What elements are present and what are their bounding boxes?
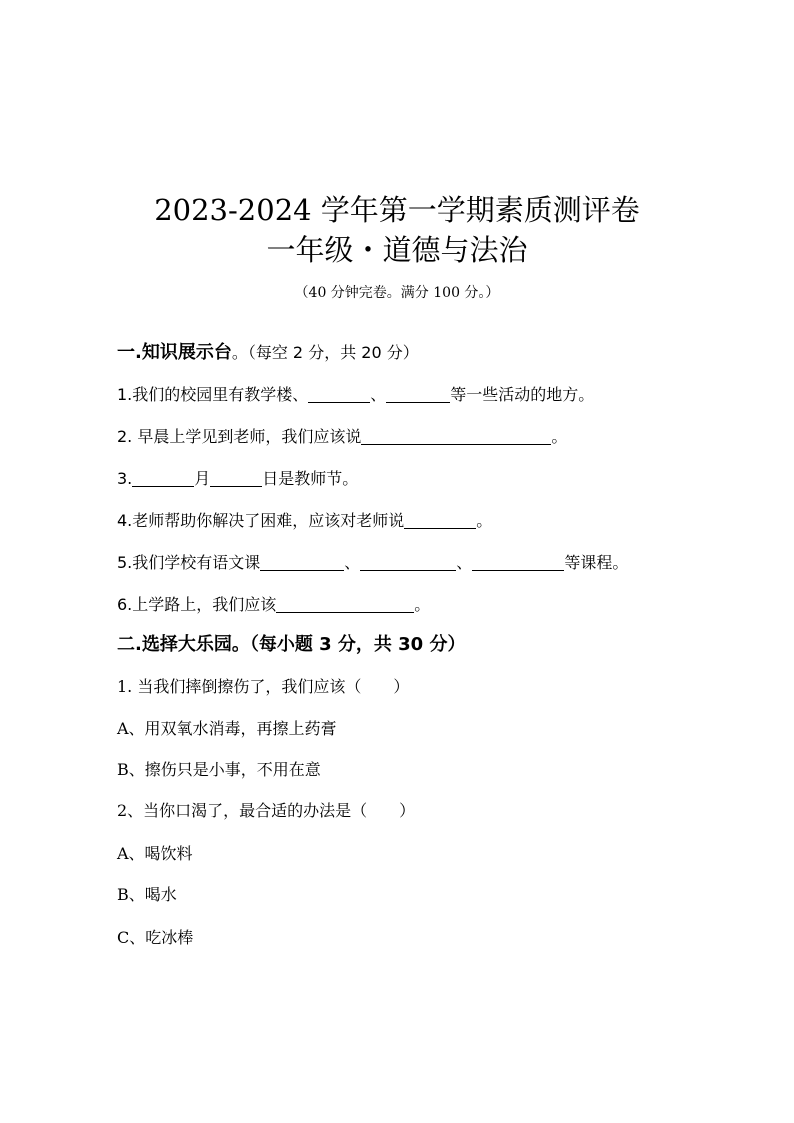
answer-blank[interactable] bbox=[404, 512, 476, 529]
answer-blank[interactable] bbox=[260, 554, 344, 571]
exam-subtitle: 一年级・道德与法治 bbox=[266, 233, 528, 267]
fill-question-4 bbox=[117, 510, 492, 532]
section2-heading: 二.选择大乐园。（每小题 3 分，共 30 分） bbox=[117, 634, 466, 655]
choice-option[interactable]: C、吃冰棒 bbox=[117, 928, 194, 947]
fill-question-1 bbox=[117, 384, 594, 406]
answer-blank[interactable] bbox=[276, 596, 414, 613]
question-text: 月 bbox=[194, 469, 211, 488]
fill-question-3 bbox=[117, 468, 358, 490]
answer-blank[interactable] bbox=[308, 386, 370, 403]
question-text: 1.我们的校园里有教学楼、 bbox=[117, 385, 309, 404]
answer-blank[interactable] bbox=[472, 554, 564, 571]
choice-question-2: 2、当你口渴了，最合适的办法是（ ） bbox=[117, 801, 416, 820]
answer-blank[interactable] bbox=[361, 428, 551, 445]
fill-question-6 bbox=[117, 594, 430, 616]
question-text: 2. 早晨上学见到老师，我们应该说 bbox=[117, 427, 362, 446]
question-text: 。 bbox=[414, 595, 431, 614]
section1-note: 。（每空 2 分，共 20 分） bbox=[231, 343, 419, 362]
answer-blank[interactable] bbox=[386, 386, 450, 403]
fill-question-5 bbox=[117, 552, 628, 574]
answer-blank[interactable] bbox=[210, 470, 262, 487]
section1-heading bbox=[117, 342, 419, 364]
separator: 、 bbox=[344, 553, 361, 572]
choice-question-1: 1. 当我们摔倒擦伤了，我们应该（ ） bbox=[117, 677, 410, 696]
question-text: 等课程。 bbox=[564, 553, 629, 572]
question-text: 5.我们学校有语文课 bbox=[117, 553, 261, 572]
separator: 、 bbox=[456, 553, 473, 572]
exam-title: 2023-2024 学年第一学期素质测评卷 bbox=[154, 193, 640, 227]
question-text: 6.上学路上，我们应该 bbox=[117, 595, 277, 614]
choice-option[interactable]: A、喝饮料 bbox=[117, 844, 193, 863]
answer-blank[interactable] bbox=[132, 470, 194, 487]
question-text: 3. bbox=[117, 469, 133, 488]
answer-blank[interactable] bbox=[360, 554, 456, 571]
question-text: 4.老师帮助你解决了困难，应该对老师说 bbox=[117, 511, 405, 530]
question-text: 。 bbox=[476, 511, 493, 530]
choice-option[interactable]: B、喝水 bbox=[117, 885, 177, 904]
question-text: 。 bbox=[551, 427, 568, 446]
fill-question-2 bbox=[117, 426, 567, 448]
choice-option[interactable]: B、擦伤只是小事，不用在意 bbox=[117, 760, 321, 779]
section1-title: 一.知识展示台 bbox=[117, 342, 232, 363]
exam-instructions: （40 分钟完卷。满分 100 分。） bbox=[294, 285, 500, 301]
question-text: 等一些活动的地方。 bbox=[450, 385, 595, 404]
question-text: 日是教师节。 bbox=[262, 469, 359, 488]
separator: 、 bbox=[370, 385, 387, 404]
choice-option[interactable]: A、用双氧水消毒，再擦上药膏 bbox=[117, 719, 337, 738]
